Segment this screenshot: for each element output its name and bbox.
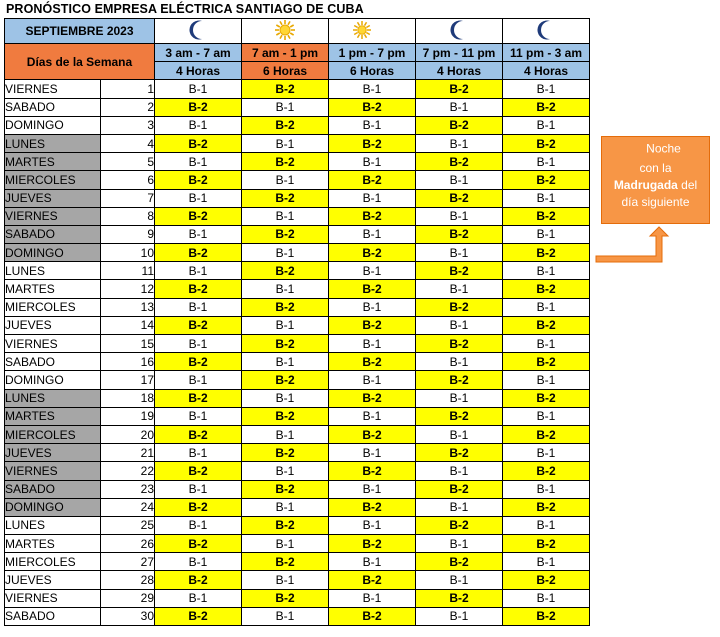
day-number: 18: [101, 389, 155, 407]
day-number: 13: [101, 298, 155, 316]
slot-hours: 6 Horas: [329, 62, 416, 80]
block-cell: B-1: [329, 407, 416, 425]
schedule-table: [4, 18, 590, 626]
day-number: 9: [101, 225, 155, 243]
block-cell: B-2: [155, 134, 242, 152]
block-cell: B-2: [503, 425, 590, 443]
block-cell: B-2: [329, 535, 416, 553]
day-name: SABADO: [5, 98, 101, 116]
day-number: 29: [101, 589, 155, 607]
table-row: [5, 607, 590, 625]
day-number: 27: [101, 553, 155, 571]
day-number: 20: [101, 425, 155, 443]
table-row: [5, 225, 590, 243]
day-number: 30: [101, 607, 155, 625]
block-cell: B-1: [155, 407, 242, 425]
callout-line: con la: [639, 161, 672, 175]
block-cell: B-2: [503, 353, 590, 371]
block-cell: B-1: [155, 371, 242, 389]
table-row: [5, 425, 590, 443]
table-row: [5, 116, 590, 134]
block-cell: B-2: [329, 316, 416, 334]
block-cell: B-1: [155, 116, 242, 134]
day-number: 7: [101, 189, 155, 207]
table-row: [5, 444, 590, 462]
block-cell: B-2: [503, 280, 590, 298]
block-cell: B-1: [155, 589, 242, 607]
day-number: 28: [101, 571, 155, 589]
day-name: SABADO: [5, 225, 101, 243]
block-cell: B-1: [329, 335, 416, 353]
day-name: MARTES: [5, 153, 101, 171]
block-cell: B-1: [329, 262, 416, 280]
slot-icon-cell: [416, 19, 503, 44]
day-number: 16: [101, 353, 155, 371]
table-row: [5, 134, 590, 152]
block-cell: B-2: [242, 407, 329, 425]
day-number: 2: [101, 98, 155, 116]
table-row: [5, 153, 590, 171]
block-cell: B-2: [329, 134, 416, 152]
block-cell: B-2: [416, 116, 503, 134]
block-cell: B-2: [329, 244, 416, 262]
block-cell: B-1: [155, 153, 242, 171]
block-cell: B-1: [503, 262, 590, 280]
table-row: [5, 589, 590, 607]
block-cell: B-1: [155, 189, 242, 207]
day-number: 11: [101, 262, 155, 280]
block-cell: B-1: [242, 353, 329, 371]
block-cell: B-1: [416, 535, 503, 553]
day-name: MIERCOLES: [5, 553, 101, 571]
table-row: [5, 244, 590, 262]
slot-hours: 4 Horas: [416, 62, 503, 80]
block-cell: B-1: [416, 171, 503, 189]
block-cell: B-1: [503, 444, 590, 462]
slot-time: 3 am - 7 am: [155, 44, 242, 62]
day-number: 21: [101, 444, 155, 462]
block-cell: B-1: [155, 80, 242, 98]
block-cell: B-2: [503, 171, 590, 189]
day-name: MIERCOLES: [5, 425, 101, 443]
table-row: [5, 353, 590, 371]
table-row: [5, 280, 590, 298]
block-cell: B-1: [155, 335, 242, 353]
block-cell: B-2: [416, 444, 503, 462]
moon-icon: [448, 30, 470, 44]
block-cell: B-1: [503, 371, 590, 389]
block-cell: B-2: [242, 80, 329, 98]
day-name: VIERNES: [5, 589, 101, 607]
block-cell: B-1: [416, 207, 503, 225]
day-number: 17: [101, 371, 155, 389]
block-cell: B-1: [242, 316, 329, 334]
block-cell: B-1: [503, 589, 590, 607]
day-number: 12: [101, 280, 155, 298]
block-cell: B-1: [503, 153, 590, 171]
table-row: [5, 262, 590, 280]
slot-time: 1 pm - 7 pm: [329, 44, 416, 62]
table-row: [5, 371, 590, 389]
block-cell: B-2: [329, 280, 416, 298]
block-cell: B-2: [416, 407, 503, 425]
block-cell: B-2: [155, 353, 242, 371]
block-cell: B-2: [416, 371, 503, 389]
block-cell: B-1: [503, 189, 590, 207]
block-cell: B-1: [155, 553, 242, 571]
block-cell: B-2: [242, 335, 329, 353]
block-cell: B-1: [329, 444, 416, 462]
block-cell: B-1: [416, 98, 503, 116]
block-cell: B-2: [503, 244, 590, 262]
table-row: [5, 98, 590, 116]
block-cell: B-2: [503, 571, 590, 589]
block-cell: B-2: [503, 134, 590, 152]
day-number: 6: [101, 171, 155, 189]
day-number: 14: [101, 316, 155, 334]
block-cell: B-1: [416, 244, 503, 262]
block-cell: B-2: [503, 98, 590, 116]
callout-line: día siguiente: [621, 195, 690, 209]
block-cell: B-2: [242, 516, 329, 534]
block-cell: B-2: [416, 225, 503, 243]
block-cell: B-1: [155, 262, 242, 280]
day-name: JUEVES: [5, 571, 101, 589]
day-number: 26: [101, 535, 155, 553]
table-row: [5, 171, 590, 189]
table-row: [5, 480, 590, 498]
block-cell: B-2: [329, 425, 416, 443]
day-name: DOMINGO: [5, 116, 101, 134]
slot-time: 7 pm - 11 pm: [416, 44, 503, 62]
day-name: VIERNES: [5, 207, 101, 225]
day-name: LUNES: [5, 516, 101, 534]
block-cell: B-1: [503, 298, 590, 316]
table-row: [5, 389, 590, 407]
table-row: [5, 298, 590, 316]
slot-hours: 4 Horas: [503, 62, 590, 80]
moon-icon: [535, 30, 557, 44]
block-cell: B-1: [416, 389, 503, 407]
table-row: [5, 553, 590, 571]
block-cell: B-2: [155, 425, 242, 443]
block-cell: B-2: [155, 389, 242, 407]
block-cell: B-2: [503, 498, 590, 516]
day-name: MIERCOLES: [5, 298, 101, 316]
day-number: 1: [101, 80, 155, 98]
block-cell: B-2: [155, 171, 242, 189]
day-name: LUNES: [5, 134, 101, 152]
block-cell: B-2: [416, 80, 503, 98]
table-row: [5, 335, 590, 353]
block-cell: B-1: [503, 516, 590, 534]
day-name: JUEVES: [5, 189, 101, 207]
block-cell: B-2: [242, 153, 329, 171]
slot-time: 11 pm - 3 am: [503, 44, 590, 62]
block-cell: B-2: [242, 371, 329, 389]
slot-hours: 6 Horas: [242, 62, 329, 80]
day-name: MIERCOLES: [5, 171, 101, 189]
day-name: JUEVES: [5, 316, 101, 334]
block-cell: B-2: [329, 607, 416, 625]
block-cell: B-2: [242, 225, 329, 243]
day-number: 5: [101, 153, 155, 171]
callout-bold: Madrugada: [613, 178, 678, 192]
block-cell: B-2: [329, 207, 416, 225]
day-name: MARTES: [5, 535, 101, 553]
callout-box: [601, 136, 710, 224]
page-title: PRONÓSTICO EMPRESA ELÉCTRICA SANTIAGO DE CUBA: [6, 2, 364, 16]
block-cell: B-2: [242, 444, 329, 462]
day-number: 3: [101, 116, 155, 134]
block-cell: B-1: [242, 98, 329, 116]
block-cell: B-1: [242, 171, 329, 189]
day-number: 15: [101, 335, 155, 353]
table-row: [5, 571, 590, 589]
table-row: [5, 535, 590, 553]
block-cell: B-2: [416, 335, 503, 353]
block-cell: B-2: [329, 498, 416, 516]
day-number: 23: [101, 480, 155, 498]
block-cell: B-1: [416, 280, 503, 298]
day-number: 8: [101, 207, 155, 225]
block-cell: B-2: [329, 353, 416, 371]
day-name: MARTES: [5, 280, 101, 298]
block-cell: B-2: [242, 262, 329, 280]
block-cell: B-2: [503, 462, 590, 480]
day-number: 4: [101, 134, 155, 152]
block-cell: B-1: [242, 535, 329, 553]
block-cell: B-1: [416, 607, 503, 625]
day-name: VIERNES: [5, 462, 101, 480]
day-name: DOMINGO: [5, 244, 101, 262]
day-number: 25: [101, 516, 155, 534]
table-row: [5, 516, 590, 534]
block-cell: B-1: [242, 462, 329, 480]
day-name: VIERNES: [5, 80, 101, 98]
block-cell: B-2: [242, 480, 329, 498]
block-cell: B-2: [155, 207, 242, 225]
slot-icon-cell: [329, 19, 416, 44]
block-cell: B-1: [503, 116, 590, 134]
block-cell: B-1: [155, 225, 242, 243]
block-cell: B-2: [416, 153, 503, 171]
callout-arrow-icon: [594, 224, 674, 264]
block-cell: B-1: [416, 571, 503, 589]
callout-line: Noche: [646, 141, 681, 156]
block-cell: B-2: [416, 262, 503, 280]
block-cell: B-1: [329, 516, 416, 534]
slot-icon-cell: [242, 19, 329, 44]
day-name: VIERNES: [5, 335, 101, 353]
day-number: 24: [101, 498, 155, 516]
day-number: 22: [101, 462, 155, 480]
block-cell: B-2: [416, 589, 503, 607]
block-cell: B-1: [329, 589, 416, 607]
slot-icon-cell: [503, 19, 590, 44]
schedule-body: [5, 80, 590, 626]
day-number: 19: [101, 407, 155, 425]
table-row: [5, 498, 590, 516]
moon-icon: [187, 30, 209, 44]
block-cell: B-1: [242, 280, 329, 298]
block-cell: B-1: [242, 134, 329, 152]
block-cell: B-1: [242, 389, 329, 407]
callout-line: del: [681, 178, 698, 192]
slot-time: 7 am - 1 pm: [242, 44, 329, 62]
block-cell: B-2: [242, 189, 329, 207]
block-cell: B-1: [503, 407, 590, 425]
block-cell: B-2: [416, 553, 503, 571]
block-cell: B-1: [242, 244, 329, 262]
day-name: JUEVES: [5, 444, 101, 462]
day-name: MARTES: [5, 407, 101, 425]
day-name: LUNES: [5, 262, 101, 280]
block-cell: B-1: [416, 425, 503, 443]
block-cell: B-2: [503, 316, 590, 334]
day-name: SABADO: [5, 480, 101, 498]
block-cell: B-1: [329, 116, 416, 134]
block-cell: B-2: [329, 462, 416, 480]
block-cell: B-1: [329, 153, 416, 171]
block-cell: B-1: [155, 516, 242, 534]
block-cell: B-1: [329, 480, 416, 498]
block-cell: B-1: [416, 316, 503, 334]
block-cell: B-1: [416, 462, 503, 480]
day-name: LUNES: [5, 389, 101, 407]
block-cell: B-2: [155, 535, 242, 553]
sun-icon: [274, 30, 296, 44]
block-cell: B-1: [503, 480, 590, 498]
moon-icon: [630, 139, 644, 160]
days-header: Días de la Semana: [5, 44, 155, 80]
block-cell: B-1: [242, 607, 329, 625]
block-cell: B-2: [329, 171, 416, 189]
block-cell: B-2: [155, 607, 242, 625]
block-cell: B-1: [503, 80, 590, 98]
block-cell: B-2: [155, 571, 242, 589]
block-cell: B-2: [242, 116, 329, 134]
block-cell: B-1: [503, 335, 590, 353]
sun-moon-icon: [352, 30, 392, 44]
table-row: [5, 207, 590, 225]
block-cell: B-1: [242, 571, 329, 589]
block-cell: B-2: [155, 280, 242, 298]
block-cell: B-2: [155, 98, 242, 116]
table-row: [5, 462, 590, 480]
block-cell: B-1: [416, 498, 503, 516]
month-label: SEPTIEMBRE 2023: [5, 19, 155, 44]
block-cell: B-1: [242, 207, 329, 225]
block-cell: B-2: [503, 607, 590, 625]
day-name: DOMINGO: [5, 371, 101, 389]
block-cell: B-1: [329, 80, 416, 98]
day-name: SABADO: [5, 607, 101, 625]
block-cell: B-2: [503, 207, 590, 225]
block-cell: B-1: [503, 225, 590, 243]
block-cell: B-1: [329, 298, 416, 316]
day-name: SABADO: [5, 353, 101, 371]
block-cell: B-1: [416, 134, 503, 152]
block-cell: B-2: [242, 589, 329, 607]
block-cell: B-1: [329, 189, 416, 207]
block-cell: B-2: [416, 480, 503, 498]
table-row: [5, 80, 590, 98]
block-cell: B-2: [155, 316, 242, 334]
block-cell: B-1: [242, 425, 329, 443]
block-cell: B-2: [155, 498, 242, 516]
block-cell: B-2: [329, 389, 416, 407]
block-cell: B-1: [155, 444, 242, 462]
table-row: [5, 189, 590, 207]
block-cell: B-1: [329, 225, 416, 243]
block-cell: B-2: [155, 462, 242, 480]
block-cell: B-2: [416, 298, 503, 316]
block-cell: B-1: [416, 353, 503, 371]
block-cell: B-1: [503, 553, 590, 571]
block-cell: B-2: [416, 189, 503, 207]
day-name: DOMINGO: [5, 498, 101, 516]
block-cell: B-2: [416, 516, 503, 534]
block-cell: B-1: [329, 553, 416, 571]
block-cell: B-2: [242, 553, 329, 571]
block-cell: B-2: [329, 98, 416, 116]
block-cell: B-1: [329, 371, 416, 389]
block-cell: B-1: [155, 298, 242, 316]
block-cell: B-2: [503, 535, 590, 553]
day-number: 10: [101, 244, 155, 262]
block-cell: B-1: [155, 480, 242, 498]
slot-icon-cell: [155, 19, 242, 44]
block-cell: B-2: [242, 298, 329, 316]
block-cell: B-2: [329, 571, 416, 589]
block-cell: B-1: [242, 498, 329, 516]
slot-hours: 4 Horas: [155, 62, 242, 80]
block-cell: B-2: [503, 389, 590, 407]
table-row: [5, 316, 590, 334]
table-row: [5, 407, 590, 425]
block-cell: B-2: [155, 244, 242, 262]
